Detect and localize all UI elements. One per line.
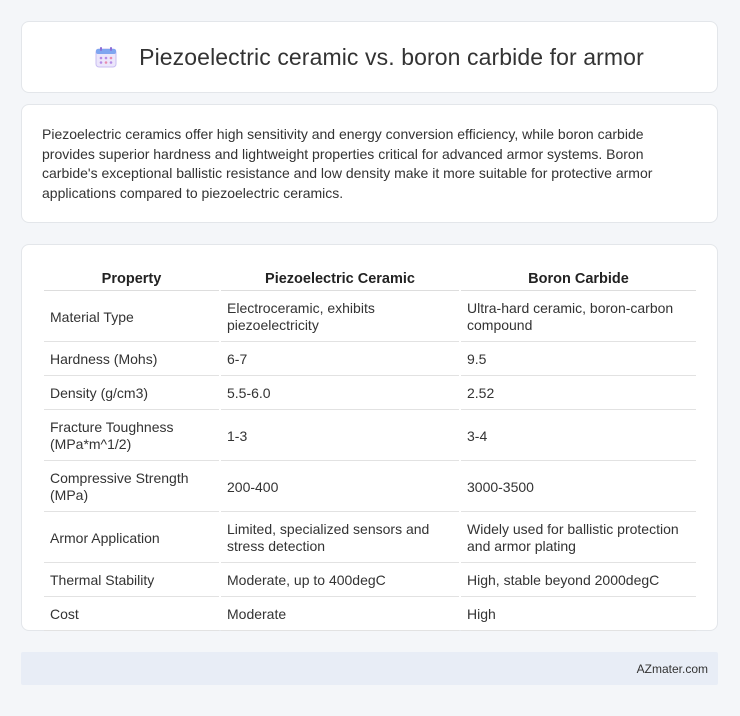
- piezo-cell: 5.5-6.0: [221, 378, 459, 410]
- summary-text: Piezoelectric ceramics offer high sensitivity and energy conversion efficiency, while boron carbide provides superior hardness and lightweight properties critical for advanced armor systems. Boron carbide's exceptional ballistic resistance and low density make it more suitable for protective armor applications compared to piezoelectric ceramics.: [42, 126, 653, 201]
- table-row: [44, 599, 696, 631]
- table-header-row: [44, 267, 696, 291]
- property-cell: Compressive Strength (MPa): [44, 463, 219, 512]
- header-boron-carbide: Boron Carbide: [461, 267, 696, 291]
- table-row: [44, 293, 696, 342]
- boron-cell: Ultra-hard ceramic, boron-carbon compound: [461, 293, 696, 342]
- piezo-cell: 200-400: [221, 463, 459, 512]
- property-cell: Density (g/cm3): [44, 378, 219, 410]
- boron-cell: Widely used for ballistic protection and armor plating: [461, 514, 696, 563]
- piezo-cell: Electroceramic, exhibits piezoelectricity: [221, 293, 459, 342]
- property-cell: Material Type: [44, 293, 219, 342]
- boron-cell: High: [461, 599, 696, 631]
- summary-card: [21, 104, 718, 223]
- property-cell: Armor Application: [44, 514, 219, 563]
- page-title: Piezoelectric ceramic vs. boron carbide for armor: [139, 43, 644, 70]
- boron-cell: 3000-3500: [461, 463, 696, 512]
- boron-cell: 9.5: [461, 344, 696, 376]
- piezo-cell: Moderate: [221, 599, 459, 631]
- table-row: [44, 412, 696, 461]
- footer: [21, 652, 718, 685]
- calendar-icon: [95, 46, 117, 68]
- piezo-cell: 6-7: [221, 344, 459, 376]
- header-property: Property: [44, 267, 219, 291]
- boron-cell: 2.52: [461, 378, 696, 410]
- table-row: [44, 463, 696, 512]
- footer-brand[interactable]: AZmater.com: [636, 662, 708, 676]
- comparison-table: [42, 265, 698, 633]
- piezo-cell: Moderate, up to 400degC: [221, 565, 459, 597]
- property-cell: Thermal Stability: [44, 565, 219, 597]
- property-cell: Cost: [44, 599, 219, 631]
- header-piezoelectric: Piezoelectric Ceramic: [221, 267, 459, 291]
- table-row: [44, 565, 696, 597]
- title-card: [21, 21, 718, 93]
- piezo-cell: 1-3: [221, 412, 459, 461]
- boron-cell: High, stable beyond 2000degC: [461, 565, 696, 597]
- property-cell: Hardness (Mohs): [44, 344, 219, 376]
- table-row: [44, 378, 696, 410]
- piezo-cell: Limited, specialized sensors and stress detection: [221, 514, 459, 563]
- table-row: [44, 514, 696, 563]
- comparison-card: [21, 244, 718, 631]
- table-row: [44, 344, 696, 376]
- property-cell: Fracture Toughness (MPa*m^1/2): [44, 412, 219, 461]
- boron-cell: 3-4: [461, 412, 696, 461]
